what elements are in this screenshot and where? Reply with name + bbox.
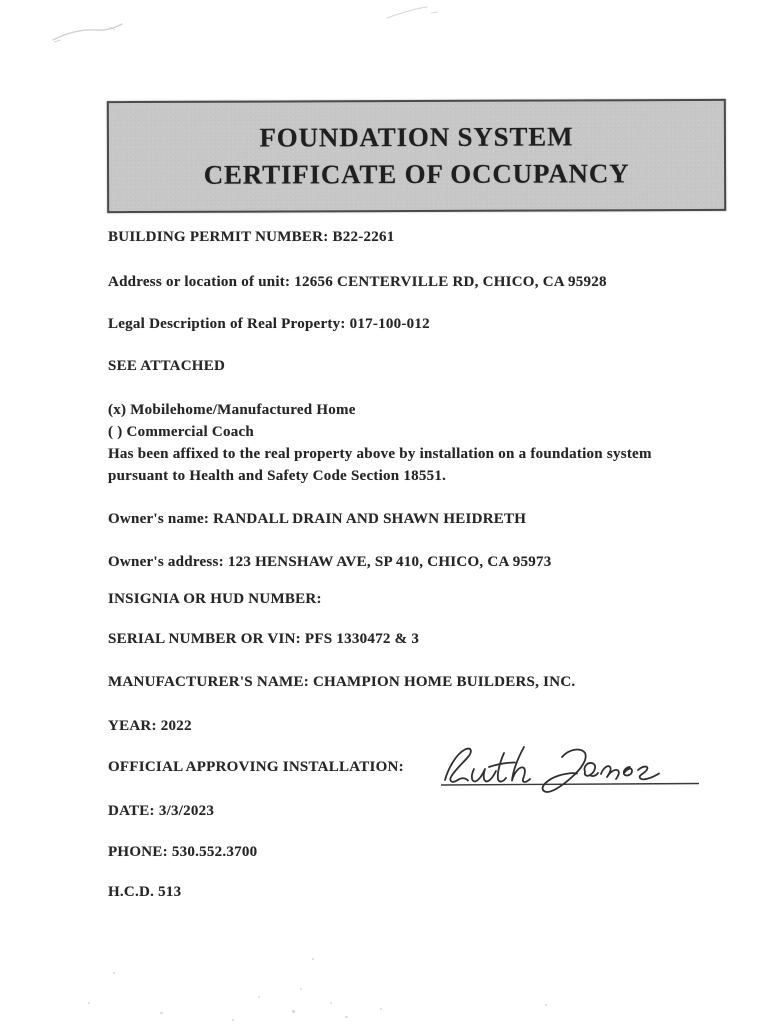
scan-speckle — [380, 1008, 382, 1010]
checkbox-label: Mobilehome/Manufactured Home — [130, 402, 356, 418]
field-label: Legal Description of Real Property: — [108, 316, 346, 332]
affixed-statement-line1: Has been affixed to the real property above by installation on a foundation system — [108, 446, 652, 462]
checkbox-marker-unchecked: ( ) — [108, 424, 123, 440]
field-label: INSIGNIA OR HUD NUMBER: — [108, 591, 322, 607]
field-phone — [108, 842, 748, 862]
field-label: BUILDING PERMIT NUMBER: — [108, 229, 329, 245]
field-insignia-hud — [108, 589, 748, 609]
signature-block — [438, 742, 704, 806]
field-date — [108, 801, 748, 821]
checkbox-label: Commercial Coach — [126, 424, 254, 440]
field-value: RANDALL DRAIN AND SHAWN HEIDRETH — [213, 511, 527, 527]
signature-line — [441, 784, 699, 786]
signature-handwriting — [438, 742, 704, 806]
scan-artifact-scribble — [50, 20, 128, 46]
field-manufacturer — [108, 672, 748, 692]
field-building-permit — [108, 227, 748, 247]
field-label: OFFICIAL APPROVING INSTALLATION: — [108, 759, 404, 775]
scan-speckle — [312, 958, 314, 960]
unit-type-paragraph — [108, 399, 748, 487]
affixed-statement-line2: pursuant to Health and Safety Code Section 18551. — [108, 468, 447, 484]
field-label: PHONE: — [108, 844, 168, 860]
field-value: CHAMPION HOME BUILDERS, INC. — [312, 674, 576, 690]
field-value: 12656 CENTERVILLE RD, CHICO, CA 95928 — [294, 274, 607, 290]
field-label: SERIAL NUMBER OR VIN: — [108, 631, 301, 647]
title-box — [107, 99, 726, 213]
scan-artifact-mark — [383, 4, 441, 22]
checkbox-commercial-coach — [108, 421, 748, 443]
field-value: 3/3/2023 — [158, 803, 215, 819]
checkbox-marker-checked: (x) — [108, 402, 127, 418]
scan-speckle — [232, 1019, 234, 1021]
scan-speckle — [88, 1002, 90, 1004]
field-label: Address or location of unit: — [108, 274, 291, 290]
field-owner-name — [108, 509, 748, 529]
field-serial-vin — [108, 629, 748, 649]
field-value: 017-100-012 — [349, 316, 430, 332]
field-value: PFS 1330472 & 3 — [304, 631, 420, 647]
scan-speckle — [160, 1012, 163, 1014]
field-label: YEAR: — [108, 718, 157, 734]
document-title-line1: FOUNDATION SYSTEM — [259, 121, 574, 153]
field-unit-address — [108, 272, 748, 292]
field-year — [108, 716, 748, 736]
scan-speckle — [330, 1002, 332, 1004]
field-value: B22-2261 — [332, 229, 395, 245]
checkbox-mobilehome — [108, 399, 748, 421]
field-label: Owner's name: — [108, 511, 210, 527]
field-label: MANUFACTURER'S NAME: — [108, 674, 309, 690]
field-value: 2022 — [160, 718, 192, 734]
scan-speckle — [292, 1010, 295, 1013]
document-title-line2: CERTIFICATE OF OCCUPANCY — [203, 158, 630, 190]
scan-speckle — [545, 1004, 547, 1006]
form-number: H.C.D. 513 — [108, 884, 182, 900]
field-label: Owner's address: — [108, 554, 224, 570]
scan-speckle — [113, 972, 115, 974]
field-owner-address — [108, 552, 748, 572]
field-label: DATE: — [108, 803, 155, 819]
field-value: 530.552.3700 — [171, 844, 258, 860]
field-legal-description — [108, 314, 748, 334]
scan-speckle — [258, 996, 260, 998]
field-value: 123 HENSHAW AVE, SP 410, CHICO, CA 95973 — [227, 554, 552, 570]
see-attached-note: SEE ATTACHED — [108, 358, 226, 374]
scan-speckle — [300, 988, 302, 990]
scan-speckle — [345, 1016, 348, 1018]
